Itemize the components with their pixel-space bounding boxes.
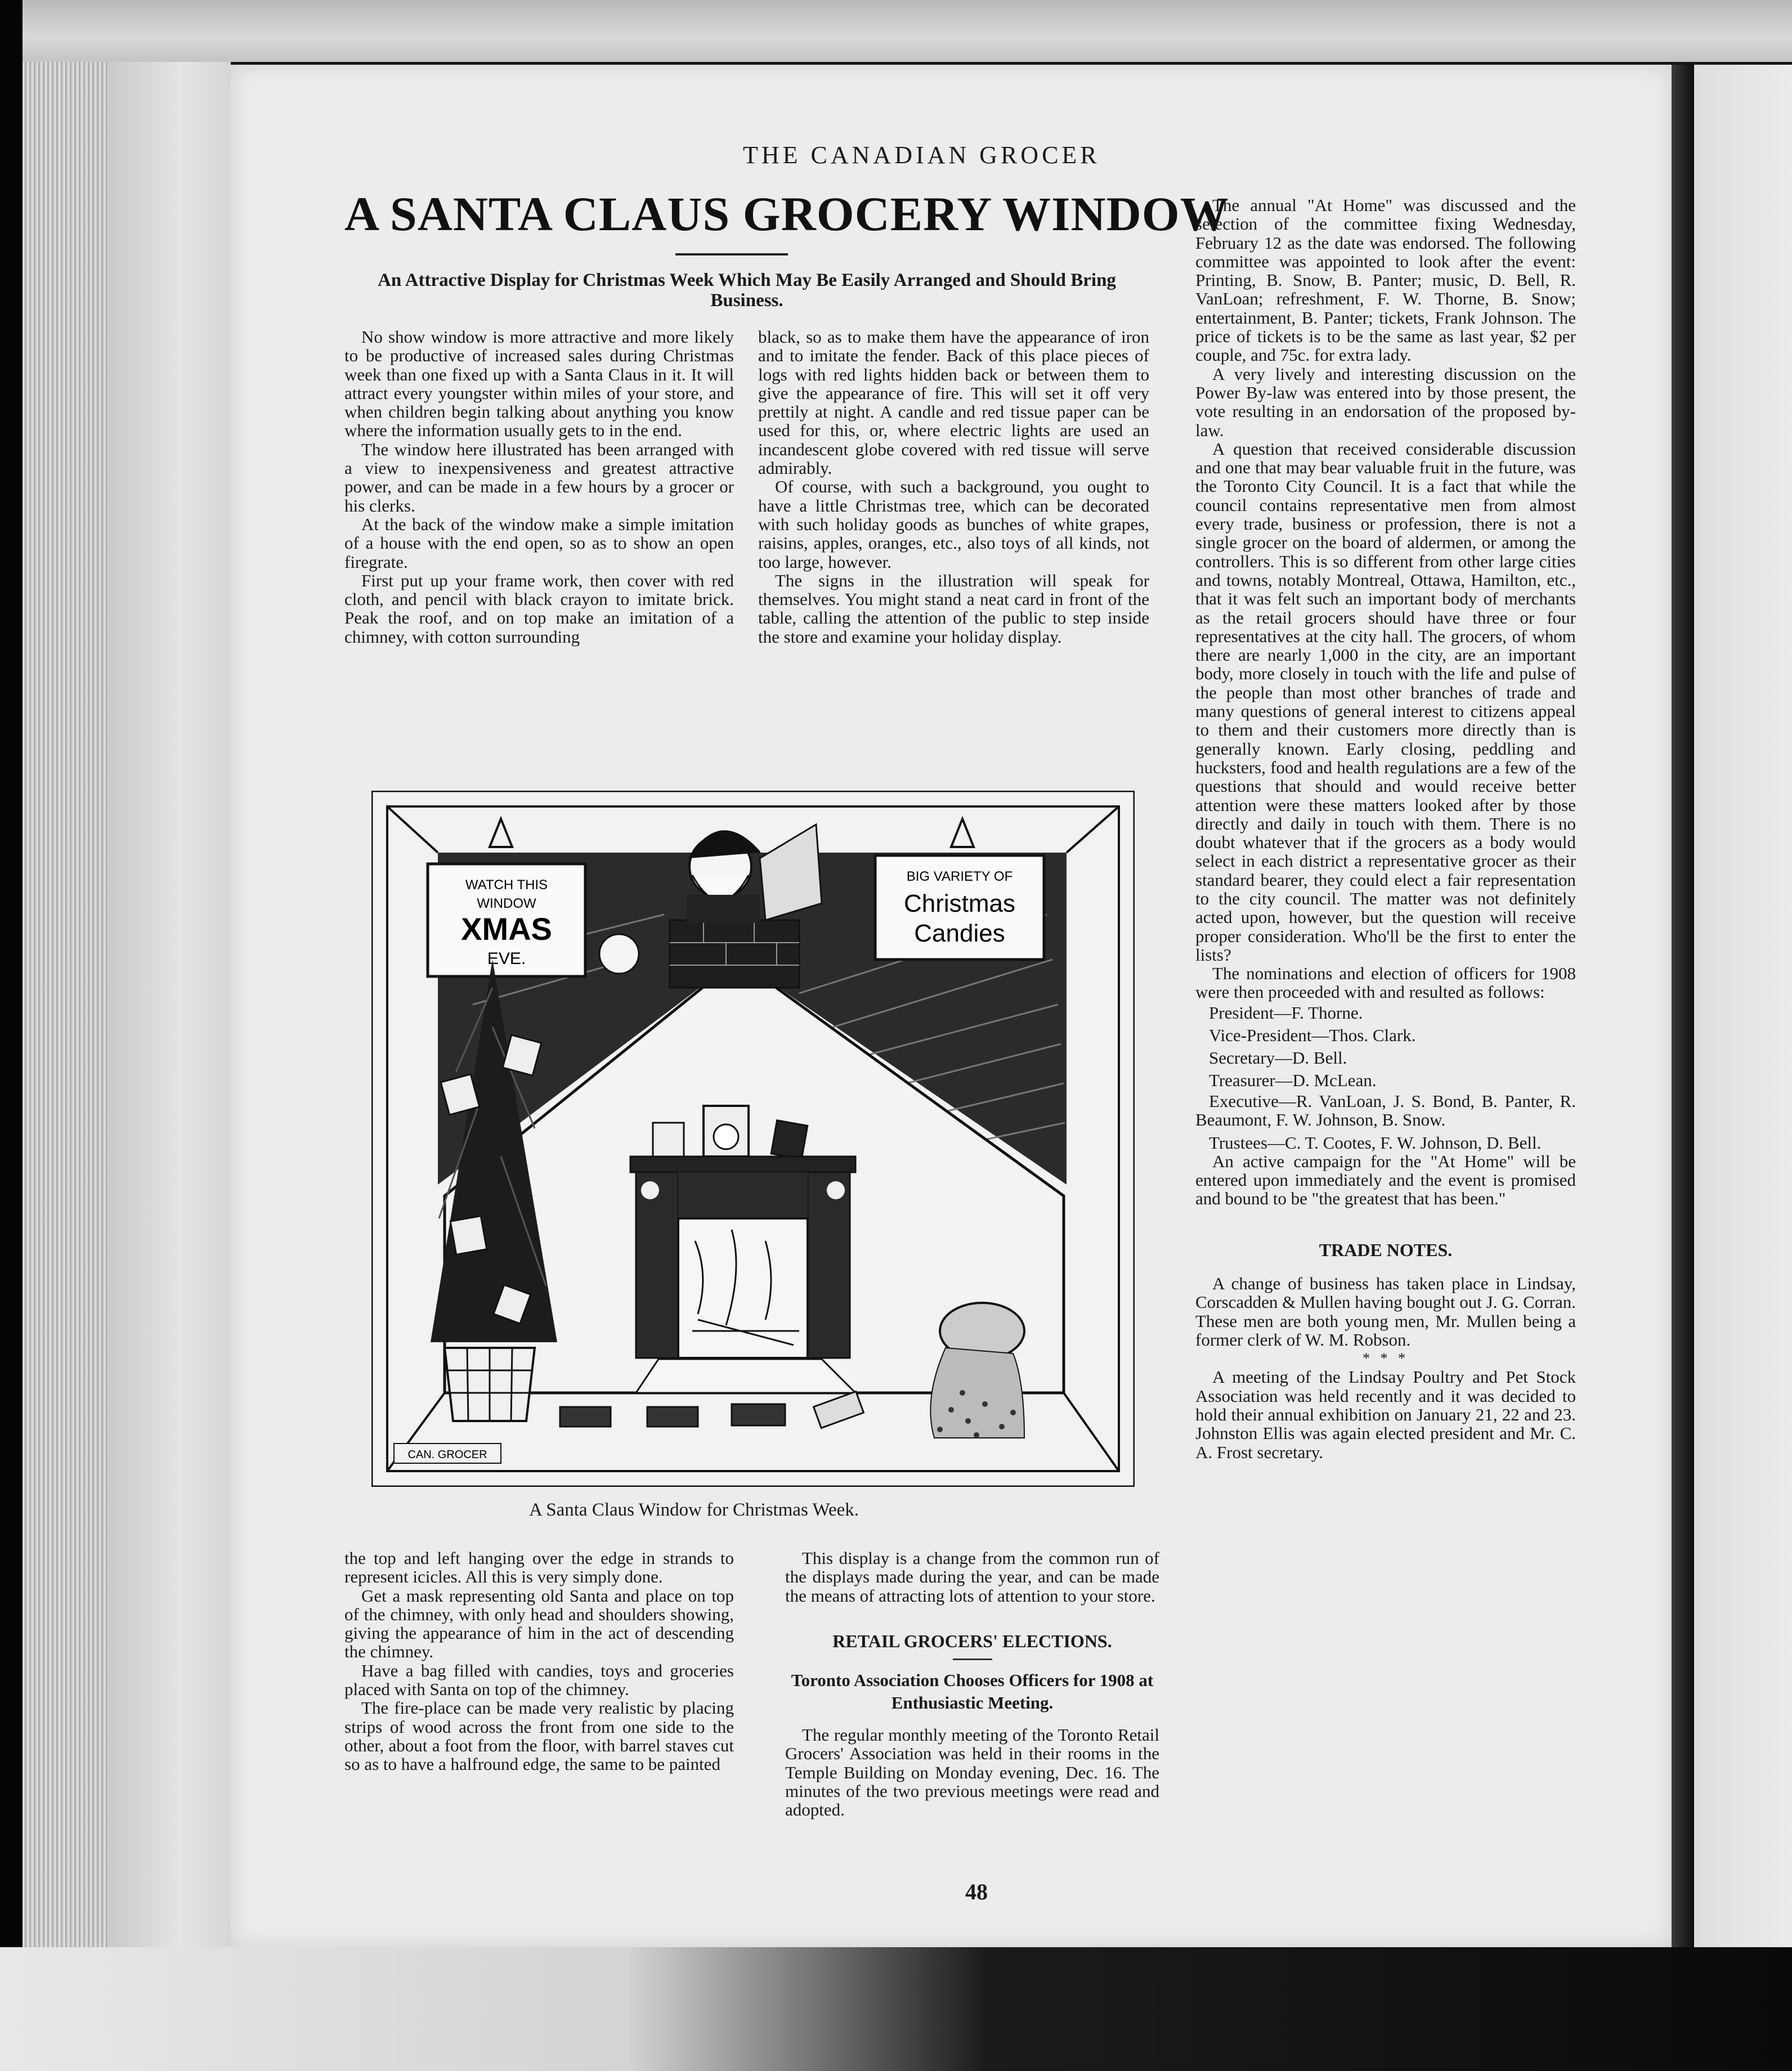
paragraph: No show window is more attractive and more likely to be productive of increased sales during Christmas week than one fixed up with a Santa Claus in it. It will attract every youngster within miles of your store, and when children begin talking about anything you know where the information usually gets to in the end. — [344, 327, 734, 441]
paragraph: First put up your frame work, then cover with red cloth, and pencil with black crayon to imitate brick. Peak the roof, and on top make an imitation of a chimney, with cotton surrounding — [344, 570, 734, 647]
firegrate — [678, 1218, 808, 1358]
officers-list — [1195, 1002, 1576, 1152]
officer-entry: Secretary—D. Bell. — [1209, 1047, 1347, 1068]
mantel-shelf — [630, 1156, 855, 1172]
book-page-edges — [23, 62, 107, 1992]
paragraph: A very lively and interesting discussion on the Power By-law was entered into by those present, the vote resulting in an endorsation of the proposed by-law. — [1195, 364, 1576, 440]
scan-left-border — [0, 0, 23, 2071]
officer-entry: Trustees—C. T. Cootes, F. W. Johnson, D. Bell. — [1209, 1132, 1542, 1153]
paragraph: The regular monthly meeting of the Toronto Retail Grocers' Association was held in their rooms in the Temple Building on Monday evening, Dec. 16. The minutes of the two previous meetings were read and adopted. — [785, 1725, 1159, 1820]
paragraph: The nominations and election of officers for 1908 were then proceeded with and resulted as follows: — [1195, 963, 1576, 1002]
paragraph: A change of business has taken place in Lindsay, Corscadden & Mullen having bought out J. G. Corran. These men are both young men, Mr. Mullen being a former clerk of W. M. Robson. — [1195, 1273, 1576, 1350]
next-page-edge — [1694, 65, 1792, 1947]
santa-window-illustration — [371, 791, 1135, 1487]
elections-heading: RETAIL GROCERS' ELECTIONS. — [832, 1630, 1112, 1651]
article-title: A SANTA CLAUS GROCERY WINDOW — [344, 187, 1229, 241]
paragraph: Of course, with such a background, you ought to have a little Christmas tree, which can be decorated with such holiday goods as bunches of white grapes, raisins, apples, oranges, etc., also toys of all kinds, not too large, however. — [758, 477, 1149, 572]
officer-entry: President—F. Thorne. — [1209, 1002, 1363, 1023]
officer-entry: Vice-President—Thos. Clark. — [1209, 1025, 1416, 1045]
illustration-credit: CAN. GROCER — [407, 1449, 487, 1461]
sign-left-line-3: XMAS — [461, 911, 552, 947]
article-column-1-continued — [344, 1549, 734, 1774]
separator-stars: * * * — [1363, 1350, 1409, 1367]
section-rule — [953, 1658, 992, 1660]
elections-subheading: Toronto Association Chooses Officers for 1908 at Enthusiastic Meeting. — [791, 1670, 1154, 1713]
officer-entry: Executive—R. VanLoan, J. S. Bond, B. Panter, R. Beaumont, F. W. Johnson, B. Snow. — [1195, 1091, 1576, 1129]
scan-background-top — [0, 0, 1792, 62]
running-head: THE CANADIAN GROCER — [743, 141, 1100, 169]
paragraph: The annual "At Home" was discussed and the selection of the committee fixing Wednesday, February 12 as the date was endorsed. The following committee was appointed to look after the event: Printing, B. Snow, B. Panter; music, D. Bell, R. VanLoan; refreshment, F. W. Thorne, B. Snow; entertainment, B. Panter; tickets, Frank Johnson. The price of tickets is to be the same as last year, $2 per couple, and 75c. for extra lady. — [1195, 195, 1576, 365]
paragraph: An active campaign for the "At Home" will be entered upon immediately and the event is promised and bound to be "the greatest that has been." — [1195, 1151, 1576, 1209]
illustration-caption: A Santa Claus Window for Christmas Week. — [529, 1500, 859, 1520]
article-column-2 — [758, 328, 1149, 646]
paragraph: Have a bag filled with candies, toys and groceries placed with Santa on top of the chimney. — [344, 1660, 734, 1700]
sign-right-line-2: Christmas — [903, 890, 1016, 917]
paragraph: Get a mask representing old Santa and place on top of the chimney, with only head and shoulders showing, giving the appearance of him in the act of descending the chimney. — [344, 1585, 734, 1662]
paragraph: At the back of the window make a simple imitation of a house with the end open, so as to show an open firegrate. — [344, 514, 734, 572]
sign-left-line-4: EVE. — [487, 949, 526, 968]
previous-page-edge — [107, 62, 231, 1975]
article-column-1 — [344, 328, 734, 646]
title-rule — [675, 253, 788, 255]
sign-right-line-3: Candies — [914, 920, 1005, 947]
article-subtitle: An Attractive Display for Christmas Week Which May Be Easily Arranged and Should Bring Business. — [378, 270, 1116, 311]
sign-left-line-1: WATCH THIS — [465, 877, 548, 893]
book-gutter — [1672, 65, 1694, 1947]
paragraph: The fire-place can be made very realistic by placing strips of wood across the front from one side to the other, about a foot from the floor, with barrel staves cut so as to have a halfround edge, the same to be painted — [344, 1698, 734, 1774]
article-column-2-continued — [785, 1549, 1159, 1819]
officer-entry: Treasurer—D. McLean. — [1209, 1070, 1377, 1090]
paragraph: A meeting of the Lindsay Poultry and Pet Stock Association was held recently and it was decided to hold their annual exhibition on January 21, 22 and 23. Johnston Ellis was again elected president and Mr. C. A. Frost secretary. — [1195, 1367, 1576, 1462]
trade-notes-heading: TRADE NOTES. — [1319, 1239, 1453, 1260]
paragraph: the top and left hanging over the edge in strands to represent icicles. All this is very simply done. — [344, 1548, 734, 1587]
paragraph: This display is a change from the common run of the displays made during the year, and can be made the means of attracting lots of attention to your store. — [785, 1548, 1159, 1606]
paragraph: The signs in the illustration will speak for themselves. You might stand a neat card in front of the table, calling the attention of the public to step inside the store and examine your holiday display. — [758, 570, 1149, 647]
sign-left-line-2: WINDOW — [477, 896, 536, 911]
sign-right-line-1: BIG VARIETY OF — [906, 869, 1013, 884]
scan-background-bottom — [0, 1947, 1792, 2071]
paragraph: The window here illustrated has been arranged with a view to inexpensiveness and greatest attractive power, and can be made in a few hours by a grocer or his clerks. — [344, 439, 734, 515]
page-number: 48 — [965, 1879, 988, 1904]
article-column-3 — [1195, 196, 1576, 1462]
paragraph: black, so as to make them have the appearance of iron and to imitate the fender. Back of this place pieces of logs with red lights hidden back or between them to give the appearance of fire. This will set it off very prettily at night. A candle and red tissue paper can be used for this, or, where electric lights are used an incandescent globe covered with red tissue will serve admirably. — [758, 327, 1149, 478]
paragraph: A question that received considerable discussion and one that may bear valuable fruit in the future, was the Toronto City Council. It is a fact that while the council contains representative men from almost every trade, business or profession, there is not a single grocer on the board of aldermen, or among the controllers. This is so different from other large cities and towns, notably Montreal, Ottawa, Hamilton, etc., that it was felt such an important body of merchants as the retail grocers should have three or four representatives at the city hall. The grocers, of whom there are nearly 1,000 in the city, are an important body, more closely in touch with the life and pulse of the people than most other branches of trade and many questions of general interest to citizens appeal to them and their customers more directly than is generally known. Early closing, peddling and hucksters, food and health regulations are a few of the questions that should and would receive better attention were these matters looked after by those directly and daily in touch with them. There is no doubt whatever that if the grocers as a body would select in each district a representative grocer as their standard bearer, they could elect a fair representation to the city council. The matter was not definitely acted upon, however, but the question will receive proper consideration. Who'll be the first to enter the lists? — [1195, 438, 1576, 965]
